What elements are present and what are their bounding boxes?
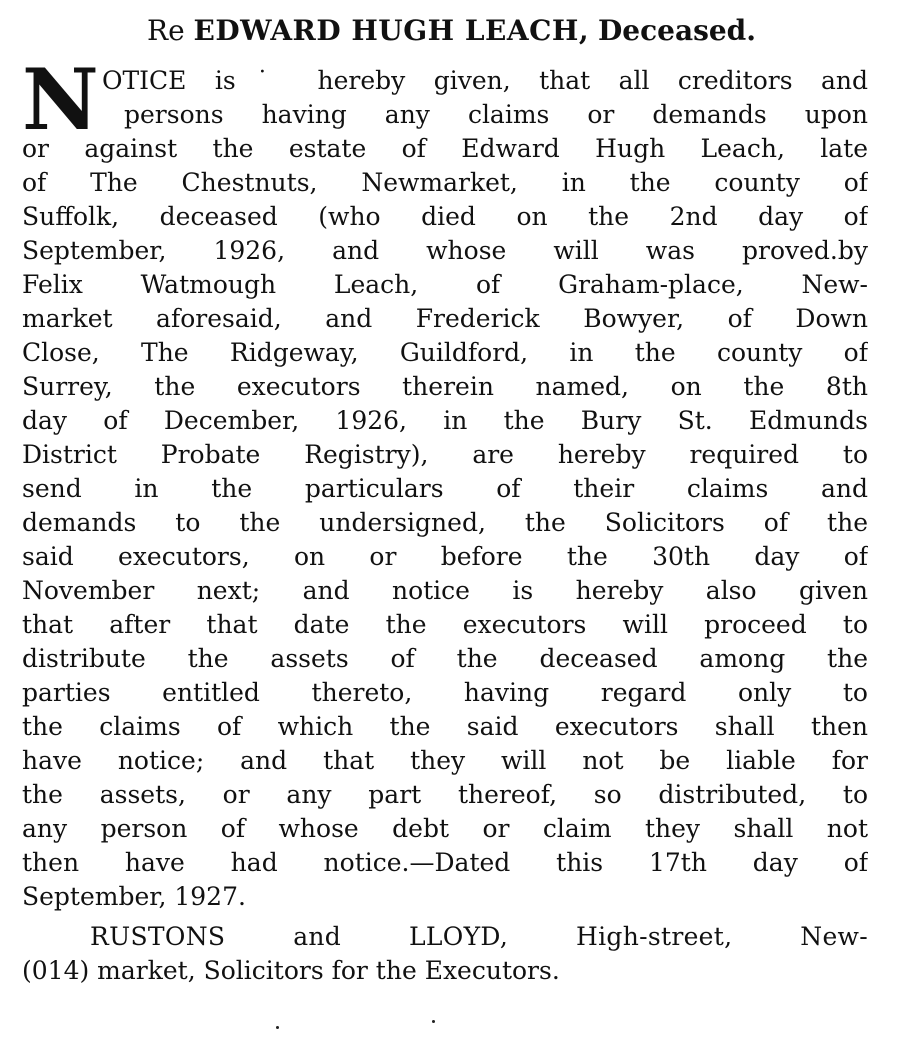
notice-line: Suffolk, deceased (who died on the 2nd day of: [22, 202, 868, 231]
notice-line: of The Chestnuts, Newmarket, in the county of: [22, 168, 868, 197]
notice-line: September, 1927.: [22, 882, 246, 911]
notice-line: then have had notice.—Dated this 17th day of: [22, 848, 868, 877]
notice-line: any person of whose debt or claim they shall not: [22, 814, 868, 843]
notice-line: persons having any claims or demands upon: [124, 100, 868, 129]
drop-cap-letter: N: [22, 50, 99, 149]
notice-line: Close, The Ridgeway, Guildford, in the county of: [22, 338, 868, 367]
solicitors-signature: [22, 920, 868, 988]
notice-line: market aforesaid, and Frederick Bowyer, of Down: [22, 304, 868, 333]
notice-line: said executors, on or before the 30th day of: [22, 542, 868, 571]
solicitors-line-2: (014) market, Solicitors for the Executors.: [22, 956, 560, 985]
notice-line: District Probate Registry), are hereby required to: [22, 440, 868, 469]
print-speck: [432, 1020, 435, 1023]
notice-line: parties entitled thereto, having regard only to: [22, 678, 868, 707]
notice-line: Felix Watmough Leach, of Graham-place, New-: [22, 270, 868, 299]
notice-line: OTICE is˙ hereby given, that all creditors and: [102, 66, 868, 95]
notice-line: the claims of which the said executors shall then: [22, 712, 868, 741]
notice-line: send in the particulars of their claims and: [22, 474, 868, 503]
notice-line: day of December, 1926, in the Bury St. Edmunds: [22, 406, 868, 435]
deceased-name: EDWARD HUGH LEACH,: [193, 14, 590, 47]
notice-line: demands to the undersigned, the Solicitors of the: [22, 508, 868, 537]
heading-prefix: Re: [146, 14, 185, 47]
notice-line: that after that date the executors will proceed to: [22, 610, 868, 639]
notice-line: have notice; and that they will not be liable for: [22, 746, 868, 775]
notice-line: distribute the assets of the deceased among the: [22, 644, 868, 673]
heading-suffix: Deceased.: [597, 14, 756, 47]
notice-line: September, 1926, and whose will was proved.by: [22, 236, 868, 265]
notice-line: or against the estate of Edward Hugh Leach, late: [22, 134, 868, 163]
solicitors-line-1: RUSTONS and LLOYD, High-street, New-: [90, 922, 868, 951]
print-speck: [276, 1026, 279, 1029]
notice-body: [22, 64, 868, 914]
notice-line: the assets, or any part thereof, so distributed, to: [22, 780, 868, 809]
notice-line: November next; and notice is hereby also given: [22, 576, 868, 605]
notice-heading: [0, 14, 903, 48]
notice-line: Surrey, the executors therein named, on the 8th: [22, 372, 868, 401]
